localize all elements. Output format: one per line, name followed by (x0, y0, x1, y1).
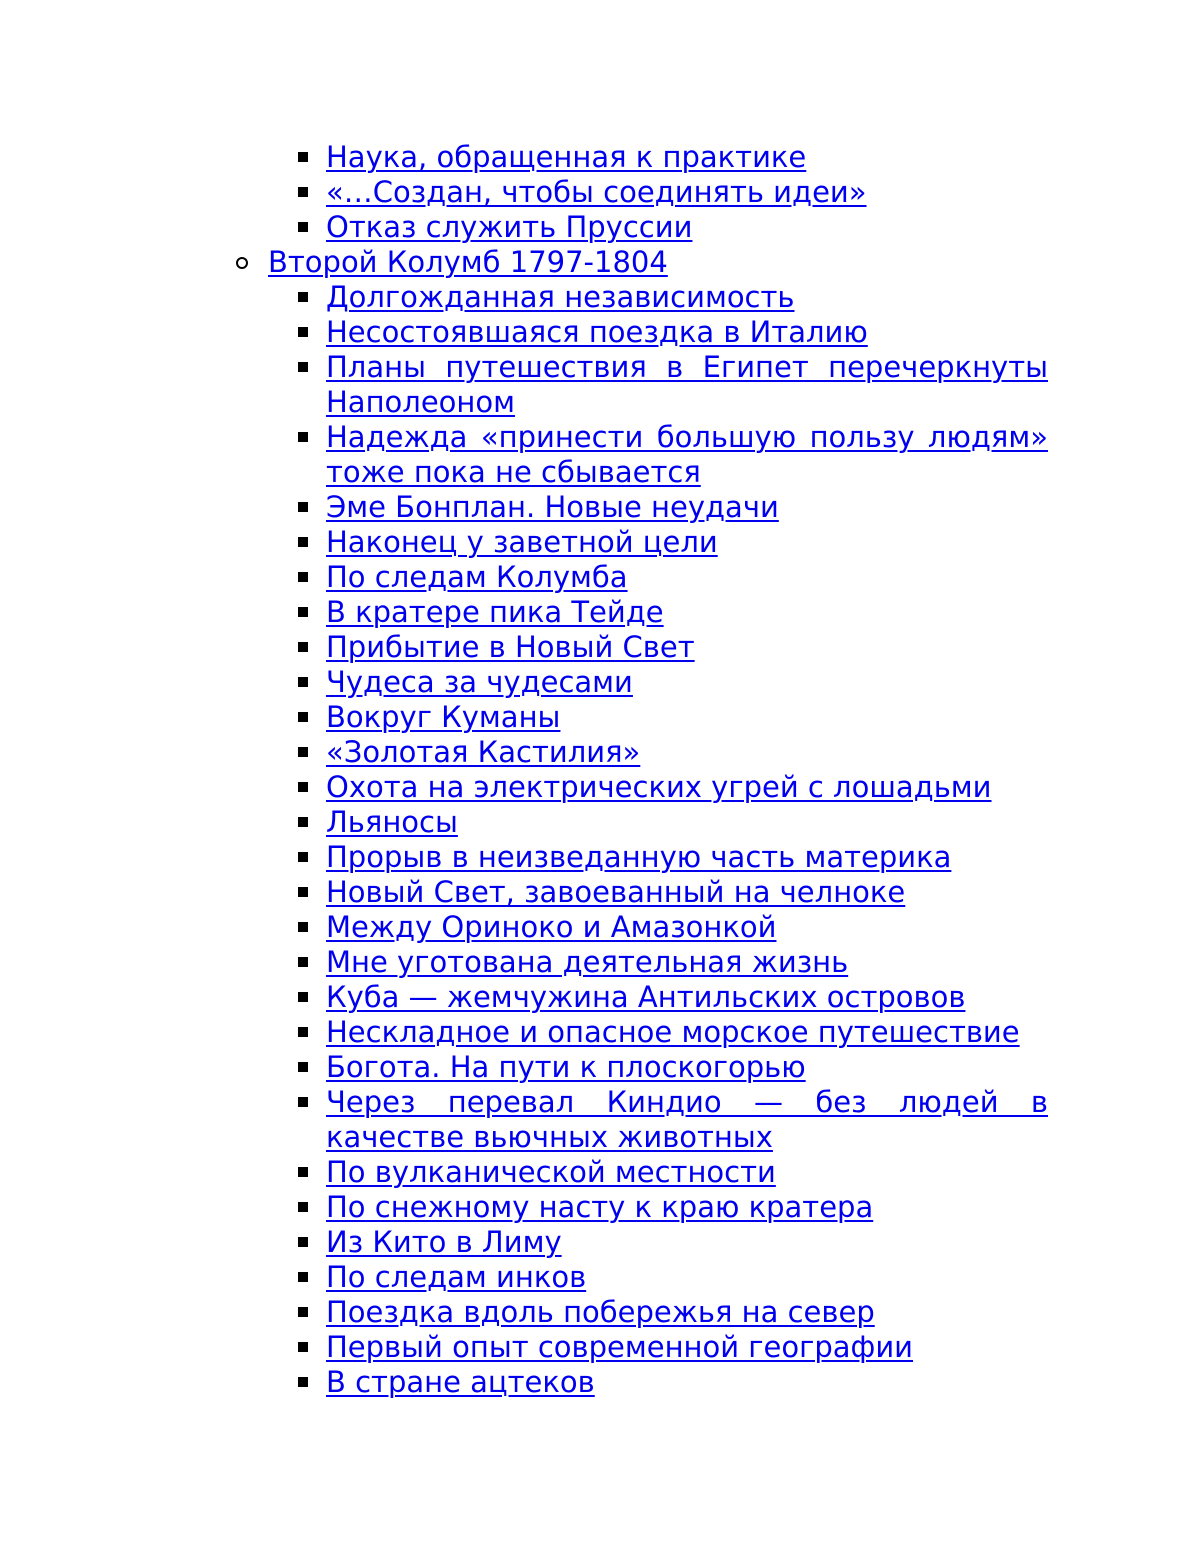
prev-chapter-sublist (0, 140, 1048, 245)
toc-item (326, 595, 1048, 630)
toc-link[interactable]: В стране ацтеков (326, 1365, 595, 1399)
toc-item (326, 350, 1048, 420)
toc-link[interactable]: По следам инков (326, 1260, 587, 1294)
toc-item (326, 140, 1048, 175)
toc-link[interactable]: Между Ориноко и Амазонкой (326, 910, 777, 944)
toc-link[interactable]: Наука, обращенная к практике (326, 140, 807, 174)
toc-item (326, 805, 1048, 840)
toc-item (326, 770, 1048, 805)
toc-link[interactable]: Наконец у заветной цели (326, 525, 718, 559)
toc-item (326, 1330, 1048, 1365)
toc-link[interactable]: По следам Колумба (326, 560, 628, 594)
chapter-title-link[interactable]: Второй Колумб 1797-1804 (268, 245, 668, 279)
chapter-entry (0, 245, 1048, 1400)
toc-item (326, 840, 1048, 875)
toc-item (326, 525, 1048, 560)
toc-link[interactable]: По снежному насту к краю кратера (326, 1190, 874, 1224)
toc-item (326, 280, 1048, 315)
toc-item (326, 420, 1048, 490)
toc-item (326, 980, 1048, 1015)
toc-link[interactable]: Мне уготована деятельная жизнь (326, 945, 849, 979)
toc-link[interactable]: Планы путешествия в Египет перечеркнуты Наполеоном (326, 350, 1048, 419)
toc-link[interactable]: Куба — жемчужина Антильских островов (326, 980, 966, 1014)
toc-link[interactable]: Из Кито в Лиму (326, 1225, 562, 1259)
toc-item (326, 210, 1048, 245)
toc-item (326, 735, 1048, 770)
toc-item (326, 1225, 1048, 1260)
toc-link[interactable]: Чудеса за чудесами (326, 665, 633, 699)
toc-item (326, 175, 1048, 210)
toc-link[interactable]: По вулканической местности (326, 1155, 776, 1189)
toc-link[interactable]: Отказ служить Пруссии (326, 210, 693, 244)
toc-item (326, 1295, 1048, 1330)
toc-item (326, 315, 1048, 350)
toc-item (326, 1155, 1048, 1190)
toc-link[interactable]: В кратере пика Тейде (326, 595, 664, 629)
toc-link[interactable]: Богота. На пути к плоскогорью (326, 1050, 806, 1084)
toc-item (326, 700, 1048, 735)
toc-link[interactable]: Первый опыт современной географии (326, 1330, 914, 1364)
toc-item (326, 875, 1048, 910)
toc-link[interactable]: «…Создан, чтобы соединять идеи» (326, 175, 867, 209)
toc-link[interactable]: Эме Бонплан. Новые неудачи (326, 490, 779, 524)
toc-item (326, 945, 1048, 980)
toc-item (326, 1015, 1048, 1050)
toc-item (326, 910, 1048, 945)
toc-item (326, 560, 1048, 595)
toc-item (326, 1260, 1048, 1295)
toc-item (326, 1190, 1048, 1225)
toc-link[interactable]: Через перевал Киндио — без людей в качестве вьючных животных (326, 1085, 1048, 1154)
toc-link[interactable]: Вокруг Куманы (326, 700, 561, 734)
toc-item (326, 1085, 1048, 1155)
toc-link[interactable]: Долгожданная независимость (326, 280, 795, 314)
toc-item (326, 1050, 1048, 1085)
chapter-list (0, 245, 1200, 1400)
toc-link[interactable]: Поездка вдоль побережья на север (326, 1295, 875, 1329)
toc-link[interactable]: Несостоявшаяся поездка в Италию (326, 315, 868, 349)
chapter-sublist (268, 280, 1048, 1400)
toc-link[interactable]: Надежда «принести большую пользу людям» тоже пока не сбывается (326, 420, 1048, 489)
toc-item (326, 1365, 1048, 1400)
toc-link[interactable]: Прорыв в неизведанную часть материка (326, 840, 952, 874)
toc-link[interactable]: «Золотая Кастилия» (326, 735, 641, 769)
toc-link[interactable]: Новый Свет, завоеванный на челноке (326, 875, 906, 909)
toc-item (326, 630, 1048, 665)
toc-item (326, 665, 1048, 700)
toc-link[interactable]: Прибытие в Новый Свет (326, 630, 695, 664)
toc-link[interactable]: Нескладное и опасное морское путешествие (326, 1015, 1020, 1049)
toc-link[interactable]: Охота на электрических угрей с лошадьми (326, 770, 992, 804)
table-of-contents (0, 140, 1200, 1400)
toc-link[interactable]: Льяносы (326, 805, 458, 839)
toc-item (326, 490, 1048, 525)
